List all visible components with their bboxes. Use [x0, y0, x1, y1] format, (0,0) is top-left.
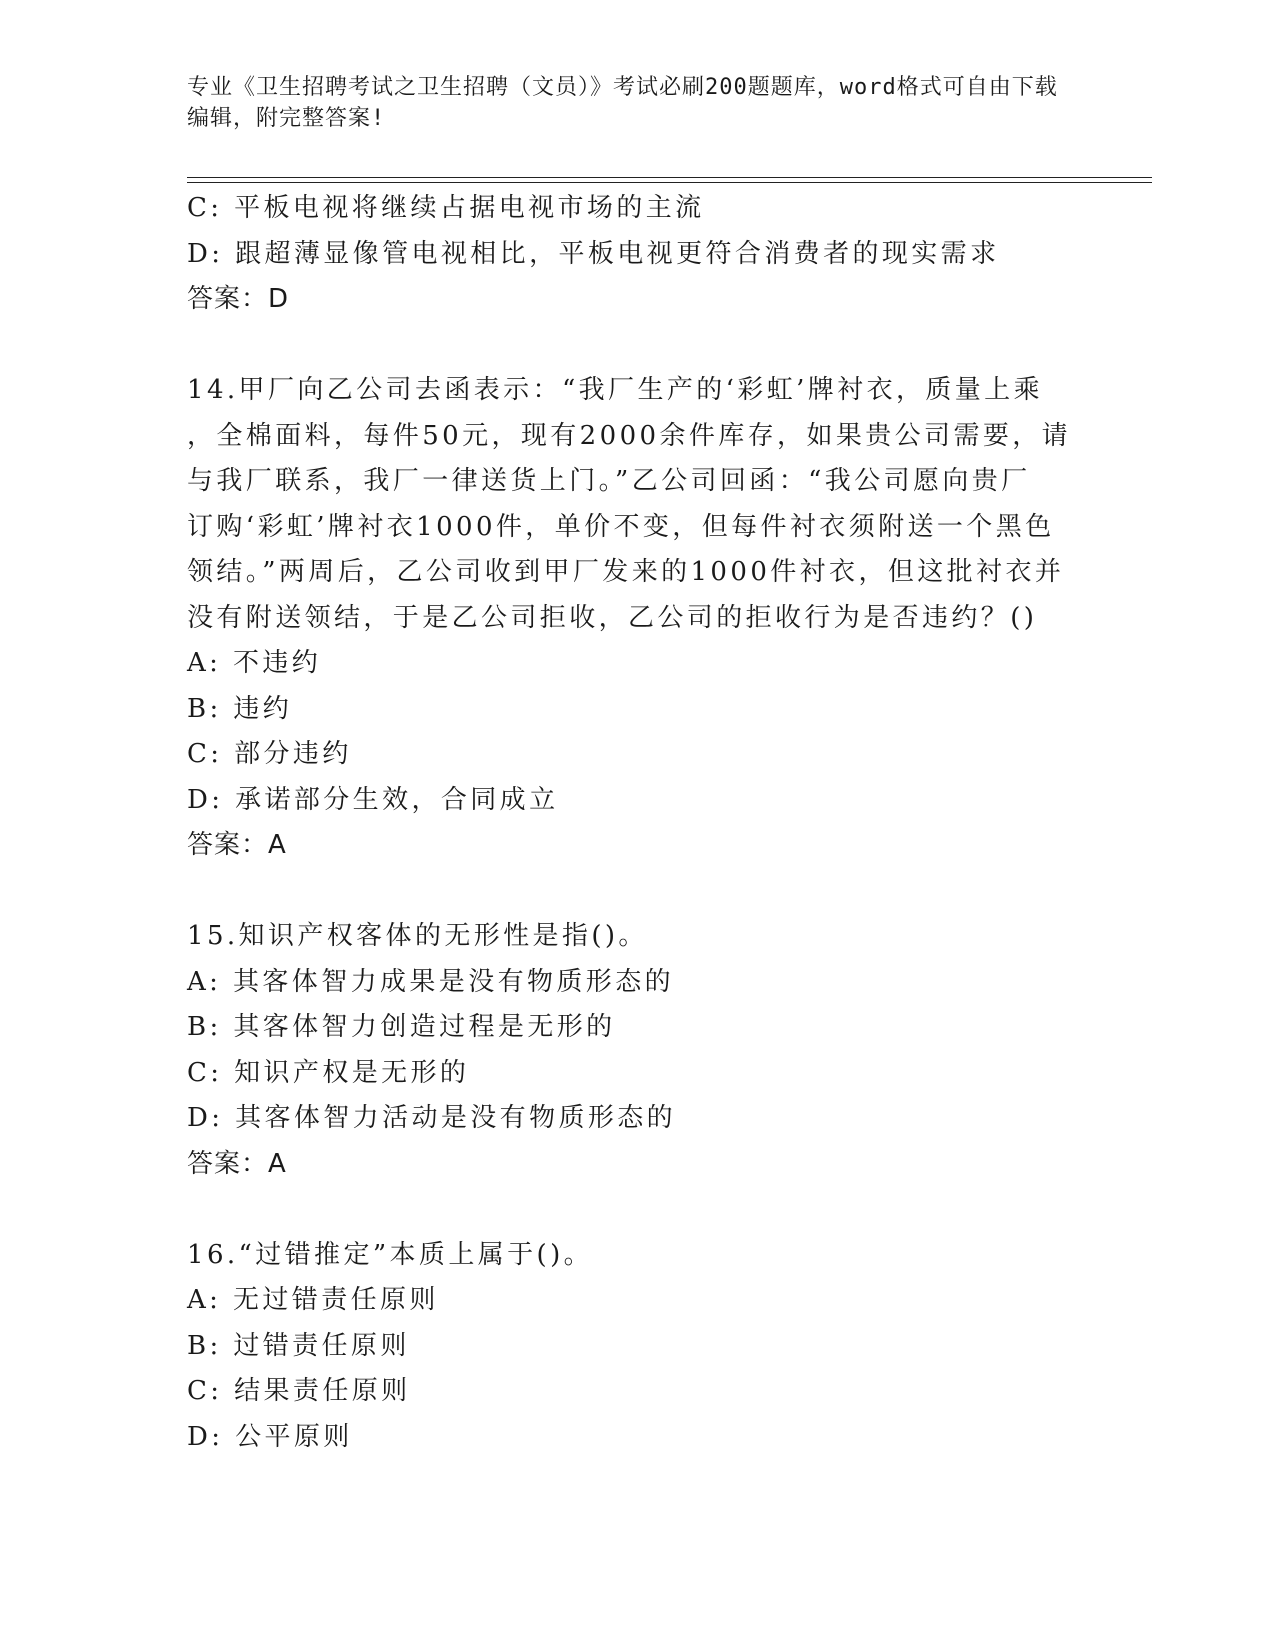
question-stem-line: 没有附送领结，于是乙公司拒收，乙公司的拒收行为是否违约？() — [187, 602, 1038, 633]
question-list — [187, 186, 1087, 1460]
question-stem-line: 14.甲厂向乙公司去函表示：“我厂生产的‘彩虹’牌衬衣，质量上乘 — [187, 375, 1043, 405]
question-stem: 15.知识产权客体的无形性是指()。 — [187, 921, 648, 951]
option-d: D: 承诺部分生效，合同成立 — [187, 784, 559, 815]
question-16 — [187, 1233, 1087, 1461]
option-a: A: 无过错责任原则 — [187, 1285, 439, 1315]
document-header: 专业《卫生招聘考试之卫生招聘（文员）》考试必刷200题题库，word格式可自由下载编辑，附完整答案! — [187, 75, 1058, 131]
option-a: A: 不违约 — [187, 648, 322, 678]
option-d: D: 跟超薄显像管电视相比，平板电视更符合消费者的现实需求 — [187, 238, 1000, 269]
option-c: C: 结果责任原则 — [187, 1376, 411, 1406]
question-13 — [187, 186, 1087, 323]
answer: 答案：A — [187, 1148, 287, 1179]
spacer — [187, 869, 1087, 915]
header-divider-bottom — [187, 182, 1152, 183]
question-14 — [187, 368, 1087, 869]
question-stem-line: ，全棉面料，每件50元，现有2000余件库存，如果贵公司需要，请 — [187, 420, 1072, 451]
option-c: C: 平板电视将继续占据电视市场的主流 — [187, 193, 705, 223]
option-d: D: 其客体智力活动是没有物质形态的 — [187, 1103, 677, 1133]
option-a: A: 其客体智力成果是没有物质形态的 — [187, 966, 675, 997]
option-c: C: 知识产权是无形的 — [187, 1057, 470, 1088]
spacer — [187, 323, 1087, 369]
question-stem: 16.“过错推定”本质上属于()。 — [187, 1239, 594, 1270]
option-b: B: 违约 — [187, 693, 293, 724]
question-15 — [187, 914, 1087, 1187]
option-b: B: 过错责任原则 — [187, 1330, 410, 1361]
answer: 答案：D — [187, 284, 290, 314]
option-c: C: 部分违约 — [187, 739, 352, 769]
question-stem-line: 与我厂联系，我厂一律送货上门。”乙公司回函：“我公司愿向贵厂 — [187, 466, 1031, 496]
answer: 答案：A — [187, 830, 287, 860]
option-b: B: 其客体智力创造过程是无形的 — [187, 1012, 616, 1042]
header-divider-top — [187, 177, 1152, 178]
question-stem-line: 订购‘彩虹’牌衬衣1000件，单价不变，但每件衬衣须附送一个黑色 — [187, 511, 1055, 542]
question-stem-line: 领结。”两周后，乙公司收到甲厂发来的1000件衬衣，但这批衬衣并 — [187, 557, 1065, 587]
option-d: D: 公平原则 — [187, 1421, 353, 1452]
spacer — [187, 1187, 1087, 1233]
